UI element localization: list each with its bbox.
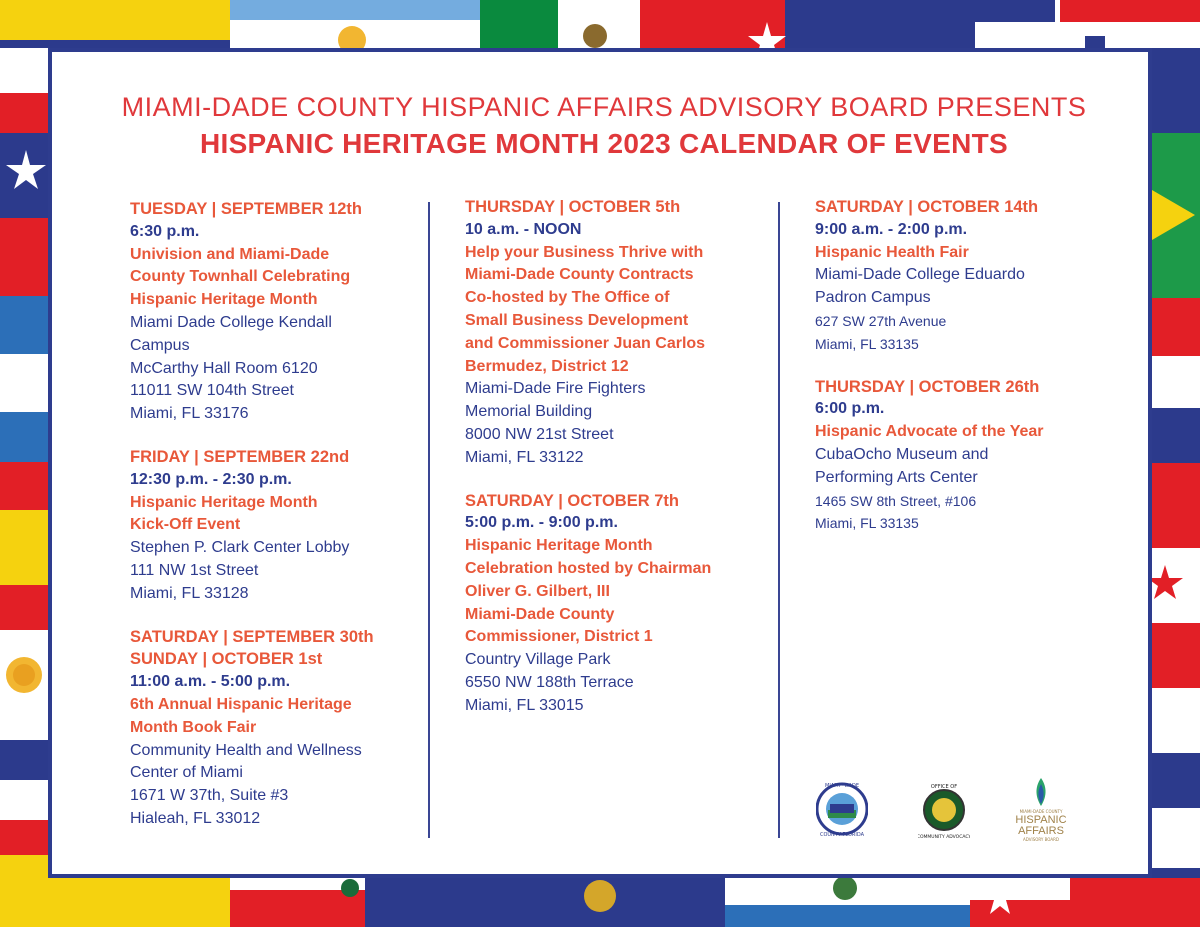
event-address: Miami, FL 33122 bbox=[465, 448, 584, 466]
event-address: Miami-Dade College Eduardo bbox=[815, 266, 1025, 284]
event-title: Help your Business Thrive with bbox=[465, 243, 704, 261]
event-time: 12:30 p.m. - 2:30 p.m. bbox=[130, 470, 292, 488]
event-item bbox=[815, 196, 1115, 356]
event-address: 6550 NW 188th Terrace bbox=[465, 673, 634, 691]
event-date: SUNDAY | OCTOBER 1st bbox=[130, 650, 323, 669]
event-address: Miami, FL 33128 bbox=[130, 584, 249, 602]
event-time: 6:00 p.m. bbox=[815, 400, 885, 418]
events-column-1 bbox=[130, 198, 430, 851]
advocacy-bottom-text: COMMUNITY ADVOCACY bbox=[918, 835, 970, 840]
event-address: Stephen P. Clark Center Lobby bbox=[130, 539, 350, 557]
event-title: Hispanic Heritage Month bbox=[130, 493, 318, 511]
affairs-hispanic-text: HISPANIC bbox=[1015, 814, 1067, 826]
event-title: Hispanic Health Fair bbox=[815, 243, 969, 261]
event-address: Country Village Park bbox=[465, 651, 611, 669]
event-title: Kick-Off Event bbox=[130, 516, 241, 534]
community-advocacy-logo bbox=[918, 780, 970, 840]
event-item bbox=[130, 198, 430, 426]
event-item bbox=[465, 490, 765, 718]
event-address: CubaOcho Museum and bbox=[815, 445, 989, 463]
event-title: Hispanic Advocate of the Year bbox=[815, 423, 1044, 441]
events-column-3 bbox=[815, 196, 1115, 555]
event-date: TUESDAY | SEPTEMBER 12th bbox=[130, 200, 363, 218]
event-item bbox=[130, 446, 430, 606]
event-address: Padron Campus bbox=[815, 289, 931, 307]
event-address: 1671 W 37th, Suite #3 bbox=[130, 787, 289, 805]
event-address: Miami, FL 33015 bbox=[465, 696, 584, 714]
event-date: FRIDAY | SEPTEMBER 22nd bbox=[130, 447, 350, 466]
event-title: 6th Annual Hispanic Heritage bbox=[130, 695, 352, 713]
event-time: 5:00 p.m. - 9:00 p.m. bbox=[465, 514, 618, 532]
event-address: 111 NW 1st Street bbox=[130, 561, 259, 579]
event-title: Small Business Development bbox=[465, 311, 689, 329]
seal-bottom-text: COUNTY FLORIDA bbox=[819, 832, 865, 838]
event-time: 6:30 p.m. bbox=[130, 222, 200, 240]
event-address: 1465 SW 8th Street, #106 bbox=[815, 492, 977, 509]
event-address: Hialeah, FL 33012 bbox=[130, 809, 261, 827]
event-address: Performing Arts Center bbox=[815, 468, 978, 486]
event-title: County Townhall Celebrating bbox=[130, 268, 351, 286]
affairs-affairs-text: AFFAIRS bbox=[1018, 825, 1064, 837]
event-date: SATURDAY | SEPTEMBER 30th bbox=[130, 627, 374, 646]
hispanic-affairs-logo bbox=[1006, 776, 1076, 844]
affairs-county-text: MIAMI-DADE COUNTY bbox=[1019, 809, 1063, 814]
event-time: 10 a.m. - NOON bbox=[465, 220, 582, 238]
event-title: Month Book Fair bbox=[130, 718, 257, 736]
event-address: 627 SW 27th Avenue bbox=[815, 312, 947, 329]
event-address: 8000 NW 21st Street bbox=[465, 425, 614, 443]
event-title: Hispanic Heritage Month bbox=[465, 537, 653, 555]
event-address: Campus bbox=[130, 336, 190, 354]
event-address: Miami, FL 33135 bbox=[815, 515, 919, 532]
event-address: Center of Miami bbox=[130, 764, 243, 782]
county-seal-logo bbox=[816, 780, 868, 838]
event-title: Miami-Dade County bbox=[465, 605, 615, 623]
event-title: Univision and Miami-Dade bbox=[130, 245, 330, 263]
event-item bbox=[130, 626, 430, 831]
event-title: Miami-Dade County Contracts bbox=[465, 266, 694, 284]
page-title: HISPANIC HERITAGE MONTH 2023 CALENDAR OF EVENTS bbox=[199, 128, 1009, 159]
affairs-board-text: ADVISORY BOARD bbox=[1023, 837, 1059, 842]
event-address: Miami-Dade Fire Fighters bbox=[465, 380, 646, 398]
calendar-panel bbox=[48, 48, 1152, 878]
event-time: 9:00 a.m. - 2:00 p.m. bbox=[815, 220, 968, 238]
event-title: Hispanic Heritage Month bbox=[130, 291, 318, 309]
event-date: THURSDAY | OCTOBER 26th bbox=[815, 377, 1040, 396]
event-address: Community Health and Wellness bbox=[130, 741, 362, 759]
event-item bbox=[815, 376, 1115, 536]
event-address: Miami Dade College Kendall bbox=[130, 313, 332, 331]
advocacy-top-text: OFFICE OF bbox=[930, 784, 958, 790]
event-title: Commissioner, District 1 bbox=[465, 628, 653, 646]
event-address: Miami, FL 33135 bbox=[815, 335, 919, 352]
event-date: SATURDAY | OCTOBER 14th bbox=[815, 198, 1039, 216]
event-address: McCarthy Hall Room 6120 bbox=[130, 359, 318, 377]
event-title: and Commissioner Juan Carlos bbox=[465, 334, 706, 352]
column-divider bbox=[778, 202, 780, 838]
event-time: 11:00 a.m. - 5:00 p.m. bbox=[130, 673, 291, 691]
board-presents-heading: MIAMI-DADE COUNTY HISPANIC AFFAIRS ADVISORY BOARD PRESENTS bbox=[121, 92, 1087, 122]
seal-top-text: MIAMI · DADE bbox=[825, 783, 859, 789]
event-date: THURSDAY | OCTOBER 5th bbox=[465, 198, 681, 216]
event-item bbox=[465, 196, 765, 470]
event-title: Bermudez, District 12 bbox=[465, 357, 629, 375]
event-title: Oliver G. Gilbert, III bbox=[465, 582, 610, 600]
event-title: Celebration hosted by Chairman bbox=[465, 559, 712, 577]
event-address: Miami, FL 33176 bbox=[130, 405, 249, 423]
event-address: Memorial Building bbox=[465, 403, 593, 421]
event-date: SATURDAY | OCTOBER 7th bbox=[465, 491, 679, 510]
events-column-2 bbox=[465, 196, 765, 738]
event-address: 11011 SW 104th Street bbox=[130, 382, 294, 400]
event-title: Co-hosted by The Office of bbox=[465, 289, 670, 307]
